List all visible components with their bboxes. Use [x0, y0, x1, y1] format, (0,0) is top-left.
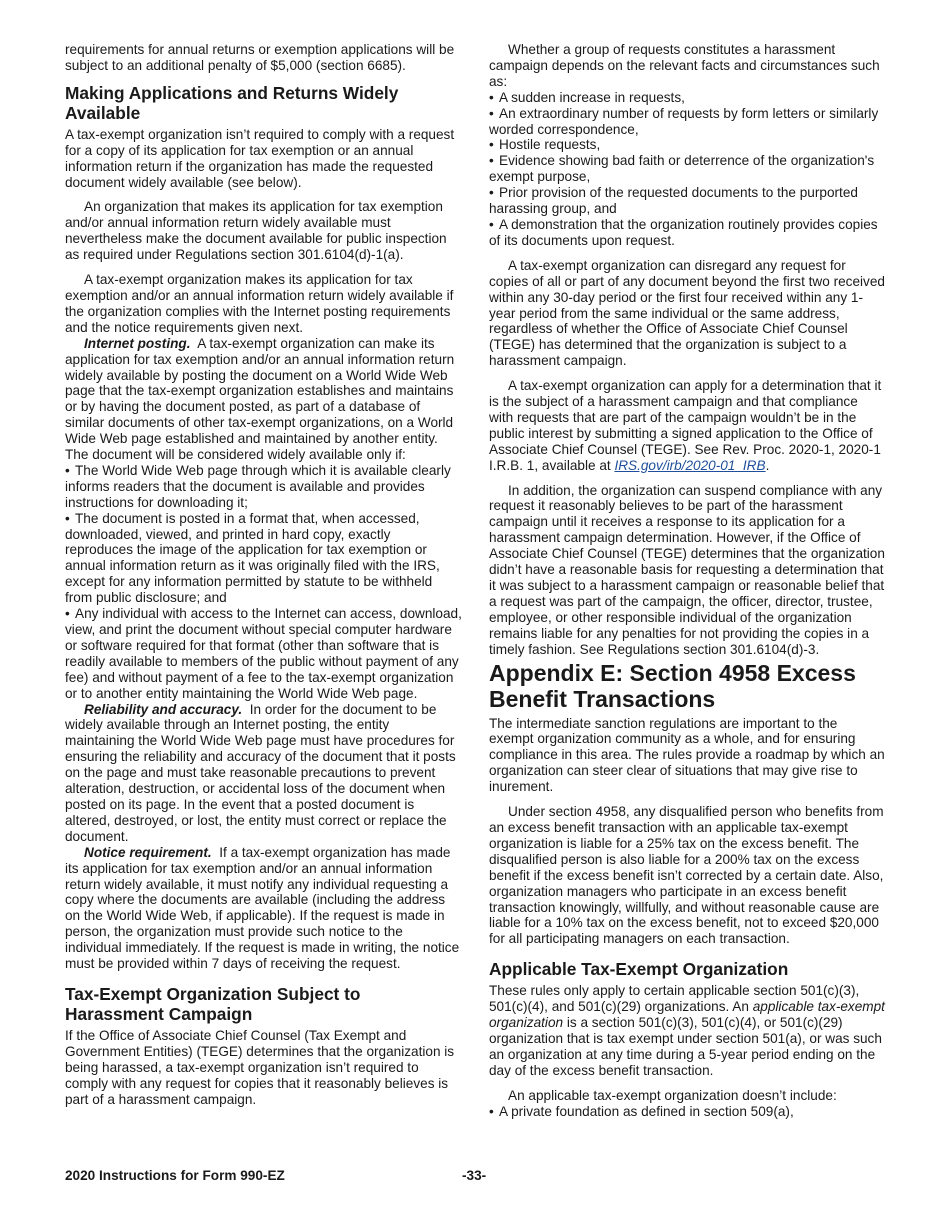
footer-title: 2020 Instructions for Form 990-EZ [65, 1168, 285, 1183]
bullet-icon: • [65, 510, 70, 526]
bullet-item [489, 90, 885, 106]
paragraph: A tax-exempt organization makes its application for tax exemption and/or an annual information return widely available if the organization complies with the Internet posting requirements and the notice requirements given next. [65, 272, 454, 335]
bullet-text: The document is posted in a format that, when accessed, downloaded, viewed, and printed in hard copy, exactly reproduces the image of the application for tax exemption or annual information return as it was originally filed with the IRS, except for any information permitted by statute to be withheld from public disclosure; and [65, 510, 440, 606]
paragraph [489, 983, 885, 1078]
bullet-item [489, 137, 885, 153]
intro-paragraph: requirements for annual returns or exemption applications will be subject to an additional penalty of $5,000 (section 6685). [65, 42, 455, 73]
heading-harassment-campaign: Tax-Exempt Organization Subject to Harassment Campaign [65, 983, 361, 1024]
paragraph: An organization that makes its application for tax exemption and/or annual information return widely available must nevertheless make the document available for public inspection as required under Regulations section 301.6104(d)-1(a). [65, 199, 447, 263]
bullet-icon: • [489, 153, 494, 169]
bullet-text: Any individual with access to the Internet can access, download, view, and print the document without special computer hardware or software required for that format (other than software that is readily available to members of the public without payment of any fee) and without payment of a fee to the tax-exempt organization or to another entity maintaining the World Wide Web page. [65, 606, 462, 701]
paragraph: In addition, the organization can suspend compliance with any request it reasonably believes to be part of the harassment campaign until it receives a response to its application for a harassment campaign determination. However, if the Office of Associate Chief Counsel (TEGE) determines that the organization didn’t have a reasonable basis for requesting a determination that it was subject to a harassment campaign or reasonable belief that a request was part of the campaign, the officer, director, trustee, employee, or other responsible individual of the organization remains liable for any penalties for not providing the copies in a timely fashion. See Regulations section 301.6104(d)-3. [489, 482, 885, 657]
bullet-item [65, 463, 462, 511]
bullet-text: An extraordinary number of requests by form letters or similarly worded correspondence, [489, 105, 879, 137]
bullet-text: The World Wide Web page through which it is available clearly informs readers that the document is available and provides instructions for downloading it; [65, 462, 451, 510]
reliability-paragraph [65, 702, 462, 845]
paragraph-text: If a tax-exempt organization has made its application for tax exemption and/or an annual information return widely available, it must notify any individual requesting a copy where the documents are available (including the address on the World Wide Web, if applicable). If the request is made in person, the organization must provide such notice to the individual immediately. If the request is made in writing, the notice must be provided within 7 days of receiving the request. [65, 844, 460, 972]
bullet-icon: • [489, 216, 494, 232]
heading-appendix-e: Appendix E: Section 4958 Excess Benefit Transactions [489, 659, 856, 712]
paragraph: A tax-exempt organization isn’t required to comply with a request for a copy of its application for tax exemption or an annual information return if the organization has made the requested document widely available (see below). [65, 126, 455, 190]
bullet-item [489, 185, 885, 217]
paragraph: A tax-exempt organization can disregard any request for copies of all or part of any document beyond the first two received within any 30-day period or the first four received within any 1-year period from the same individual or the same address, regardless of whether the Office of Associate Chief Counsel (TEGE) has determined that the organization is subject to a harassment campaign. [489, 257, 885, 369]
page-footer [65, 1168, 885, 1186]
irb-link[interactable]: IRS.gov/irb/2020-01_IRB [614, 457, 766, 473]
run-in-heading: Reliability and accuracy. [84, 701, 243, 717]
paragraph: Whether a group of requests constitutes a harassment campaign depends on the relevant facts and circumstances such as: [489, 42, 880, 89]
paragraph-text: In order for the document to be widely available through an Internet posting, the entity maintaining the World Wide Web page must have procedures for ensuring the reliability and accuracy of the document that it posts on the page and must take reasonable precautions to prevent alteration, destruction, or accidental loss of the document when posted on its page. In the event that a posted document is altered, destroyed, or lost, the entity must correct or replace the document. [65, 701, 456, 844]
bullet-item [65, 606, 462, 701]
bullet-text: Evidence showing bad faith or deterrence of the organization's exempt purpose, [489, 153, 875, 185]
heading-widely-available: Making Applications and Returns Widely Available [65, 82, 399, 123]
internet-posting-paragraph [65, 336, 462, 463]
bullet-item [489, 153, 885, 185]
paragraph: If the Office of Associate Chief Counsel (Tax Exempt and Government Entities) (TEGE) determines that the organization is being harassed, a tax-exempt organization isn’t required to comply with any request for copies that it reasonably believes is part of a harassment campaign. [65, 1027, 455, 1107]
bullet-icon: • [489, 185, 494, 201]
page-number: -33- [462, 1168, 487, 1183]
bullet-icon: • [489, 1103, 494, 1119]
notice-paragraph [65, 845, 462, 972]
paragraph-text: A tax-exempt organization can apply for a determination that it is the subject of a harassment campaign and that compliance with requests that are part of the campaign wouldn’t be in the public interest by submitting a signed application to the Office of Associate Chief Counsel (TEGE). See Rev. Proc. 2020-1, 2020-1 I.R.B. 1, available at [489, 378, 882, 473]
heading-applicable-organization: Applicable Tax-Exempt Organization [489, 959, 789, 980]
bullet-icon: • [489, 105, 494, 121]
paragraph-text: These rules only apply to certain applicable section 501(c)(3), 501(c)(4), and 501(c)(29) organizations. An [489, 983, 860, 1015]
bullet-icon: • [489, 137, 494, 153]
bullet-icon: • [65, 606, 70, 622]
run-in-heading: Internet posting. [84, 335, 191, 351]
bullet-text: A demonstration that the organization routinely provides copies of its documents upon request. [489, 216, 878, 248]
bullet-item [489, 1104, 885, 1120]
bullet-icon: • [65, 462, 70, 478]
paragraph-text: is a section 501(c)(3), 501(c)(4), or 501(c)(29) organization that is tax exempt under section 501(a), or was such an organization at any time during a 5-year period ending on the day of the excess benefit transaction. [489, 1015, 882, 1078]
paragraph: Under section 4958, any disqualified person who benefits from an excess benefit transaction with an applicable tax-exempt organization is liable for a 25% tax on the excess benefit. The disqualified person is also liable for a 200% tax on the excess benefit if the excess benefit isn’t corrected by a certain date. Also, organization managers who participate in an excess benefit transaction knowingly, willfully, and without reasonable cause are liable for a 10% tax on the excess benefit, not to exceed $20,000 for all participating managers on each transaction. [489, 804, 884, 947]
paragraph-text: A tax-exempt organization can make its application for tax exemption and/or an annual information return widely available by posting the document on a World Wide Web page that the tax-exempt organization establishes and maintains or by having the document posted, as part of a database of similar documents of other tax-exempt organizations, on a World Wide Web page established and maintained by another entity. The document will be considered widely available only if: [65, 335, 455, 463]
bullet-text: Hostile requests, [499, 137, 601, 153]
run-in-heading: Notice requirement. [84, 844, 212, 860]
bullet-item [65, 511, 462, 606]
left-column [65, 42, 462, 1116]
paragraph: The intermediate sanction regulations are important to the exempt organization community as a whole, and for ensuring compliance in this area. The rules provide a roadmap by which an organization can steer clear of situations that may give rise to inurement. [489, 715, 885, 795]
bullet-item [489, 217, 885, 249]
paragraph-end: . [765, 457, 770, 473]
right-column [489, 42, 885, 1119]
paragraph [489, 378, 885, 473]
emphasis-term: applicable tax-exempt organization [489, 999, 885, 1031]
bullet-item [489, 106, 885, 138]
bullet-text: A private foundation as defined in section 509(a), [499, 1103, 794, 1119]
bullet-text: Prior provision of the requested documents to the purported harassing group, and [489, 185, 858, 217]
paragraph: An applicable tax-exempt organization doesn’t include: [508, 1087, 837, 1103]
bullet-text: A sudden increase in requests, [499, 89, 685, 105]
bullet-icon: • [489, 89, 494, 105]
